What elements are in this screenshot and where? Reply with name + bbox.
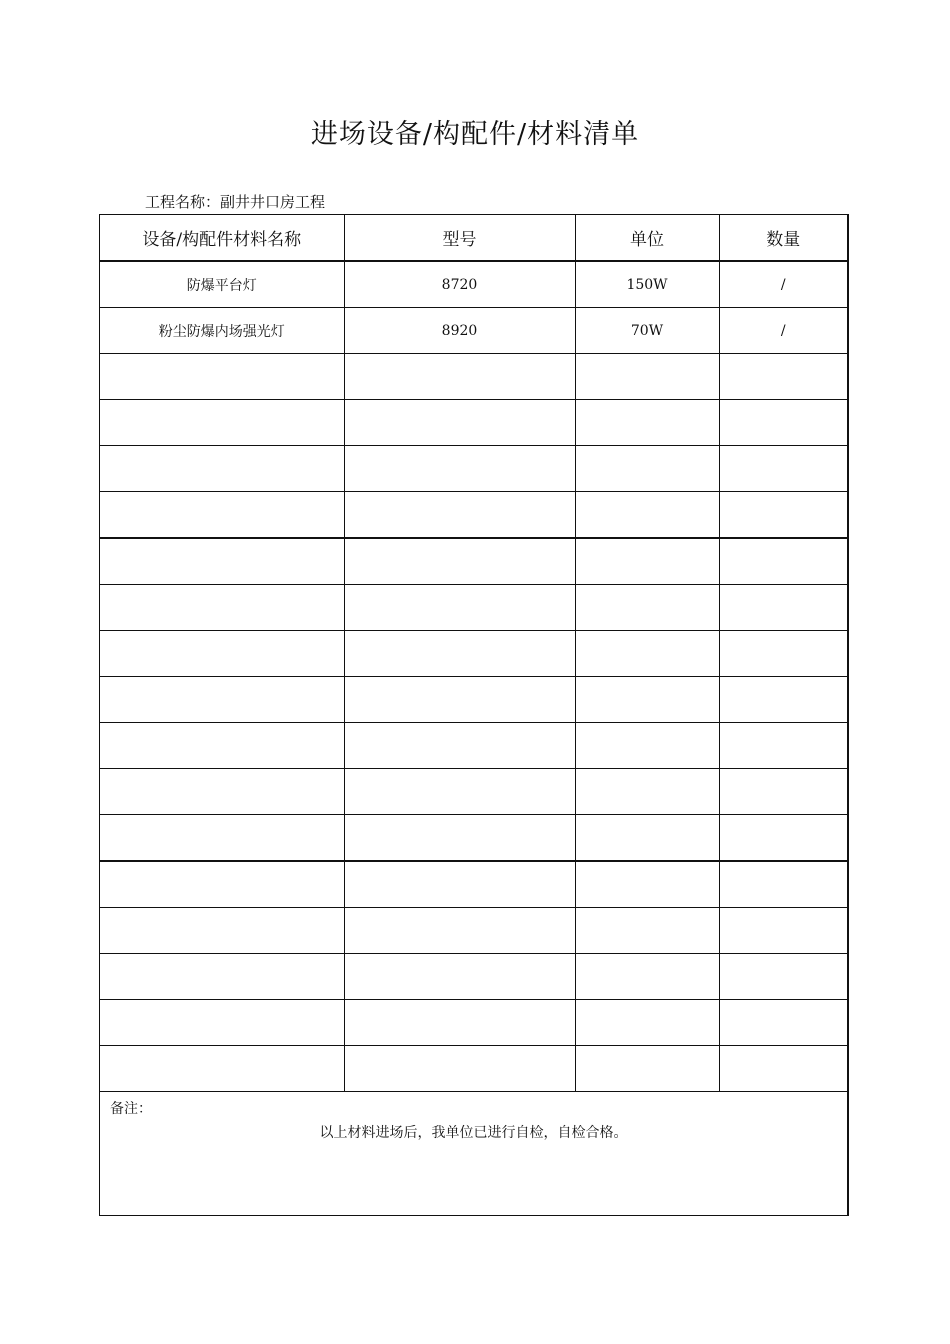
cell-quantity bbox=[719, 354, 847, 400]
header-row bbox=[100, 215, 847, 261]
cell-model bbox=[344, 723, 575, 769]
table-row bbox=[100, 908, 847, 954]
cell-unit bbox=[575, 723, 719, 769]
cell-unit bbox=[575, 585, 719, 631]
cell-model bbox=[344, 631, 575, 677]
cell-model bbox=[344, 538, 575, 585]
cell-model bbox=[344, 769, 575, 815]
table-row bbox=[100, 631, 847, 677]
remarks-section bbox=[100, 1092, 847, 1216]
cell-name bbox=[100, 400, 344, 446]
table-row bbox=[100, 677, 847, 723]
remarks-label: 备注： bbox=[110, 1101, 152, 1117]
header-quantity: 数量 bbox=[719, 215, 847, 261]
cell-quantity bbox=[719, 538, 847, 585]
cell-unit bbox=[575, 492, 719, 539]
table-row bbox=[100, 261, 847, 308]
cell-quantity bbox=[719, 954, 847, 1000]
table-row bbox=[100, 815, 847, 862]
cell-unit bbox=[575, 769, 719, 815]
cell-model: 8720 bbox=[344, 261, 575, 308]
cell-quantity: / bbox=[719, 261, 847, 308]
table-row bbox=[100, 538, 847, 585]
cell-quantity bbox=[719, 677, 847, 723]
cell-model bbox=[344, 1046, 575, 1092]
cell-unit bbox=[575, 677, 719, 723]
cell-quantity bbox=[719, 861, 847, 908]
page-title: 进场设备/构配件/材料清单 bbox=[310, 119, 640, 150]
cell-model bbox=[344, 585, 575, 631]
cell-name bbox=[100, 769, 344, 815]
material-table bbox=[100, 215, 847, 1092]
cell-name bbox=[100, 446, 344, 492]
cell-name: 防爆平台灯 bbox=[100, 261, 344, 308]
cell-quantity bbox=[719, 585, 847, 631]
cell-name bbox=[100, 954, 344, 1000]
table-row bbox=[100, 861, 847, 908]
cell-quantity bbox=[719, 1046, 847, 1092]
cell-unit bbox=[575, 908, 719, 954]
header-name: 设备/构配件材料名称 bbox=[100, 215, 344, 261]
cell-name bbox=[100, 723, 344, 769]
cell-quantity bbox=[719, 769, 847, 815]
cell-unit bbox=[575, 815, 719, 862]
cell-name bbox=[100, 538, 344, 585]
cell-unit bbox=[575, 538, 719, 585]
table-row bbox=[100, 723, 847, 769]
cell-model: 8920 bbox=[344, 308, 575, 354]
table-row bbox=[100, 1000, 847, 1046]
cell-model bbox=[344, 1000, 575, 1046]
cell-unit bbox=[575, 446, 719, 492]
cell-quantity bbox=[719, 492, 847, 539]
cell-name bbox=[100, 815, 344, 862]
table-row bbox=[100, 954, 847, 1000]
cell-model bbox=[344, 677, 575, 723]
cell-name bbox=[100, 908, 344, 954]
cell-model bbox=[344, 492, 575, 539]
table-row bbox=[100, 1046, 847, 1092]
table-row bbox=[100, 354, 847, 400]
cell-quantity bbox=[719, 400, 847, 446]
cell-quantity bbox=[719, 446, 847, 492]
cell-unit bbox=[575, 1000, 719, 1046]
table-body bbox=[100, 261, 847, 1092]
cell-name bbox=[100, 677, 344, 723]
cell-model bbox=[344, 908, 575, 954]
table-row bbox=[100, 400, 847, 446]
header-unit: 单位 bbox=[575, 215, 719, 261]
cell-name bbox=[100, 631, 344, 677]
remarks-text: 以上材料进场后，我单位已进行自检，自检合格。 bbox=[319, 1125, 628, 1141]
cell-model bbox=[344, 954, 575, 1000]
material-list-form bbox=[99, 214, 849, 1216]
table-row bbox=[100, 769, 847, 815]
cell-name bbox=[100, 585, 344, 631]
cell-quantity bbox=[719, 815, 847, 862]
cell-unit bbox=[575, 354, 719, 400]
cell-quantity bbox=[719, 631, 847, 677]
cell-unit bbox=[575, 954, 719, 1000]
cell-quantity: / bbox=[719, 308, 847, 354]
cell-name bbox=[100, 1000, 344, 1046]
project-name: 工程名称：副井井口房工程 bbox=[145, 193, 326, 211]
cell-unit bbox=[575, 1046, 719, 1092]
table-row bbox=[100, 446, 847, 492]
cell-unit: 150W bbox=[575, 261, 719, 308]
cell-model bbox=[344, 400, 575, 446]
cell-unit bbox=[575, 400, 719, 446]
cell-model bbox=[344, 446, 575, 492]
cell-name: 粉尘防爆内场强光灯 bbox=[100, 308, 344, 354]
cell-name bbox=[100, 354, 344, 400]
header-model: 型号 bbox=[344, 215, 575, 261]
cell-unit bbox=[575, 631, 719, 677]
table-row bbox=[100, 308, 847, 354]
cell-model bbox=[344, 861, 575, 908]
cell-unit bbox=[575, 861, 719, 908]
table-row bbox=[100, 492, 847, 539]
cell-quantity bbox=[719, 1000, 847, 1046]
cell-unit: 70W bbox=[575, 308, 719, 354]
cell-name bbox=[100, 492, 344, 539]
cell-model bbox=[344, 354, 575, 400]
cell-name bbox=[100, 1046, 344, 1092]
cell-quantity bbox=[719, 908, 847, 954]
cell-name bbox=[100, 861, 344, 908]
cell-quantity bbox=[719, 723, 847, 769]
cell-model bbox=[344, 815, 575, 862]
table-row bbox=[100, 585, 847, 631]
